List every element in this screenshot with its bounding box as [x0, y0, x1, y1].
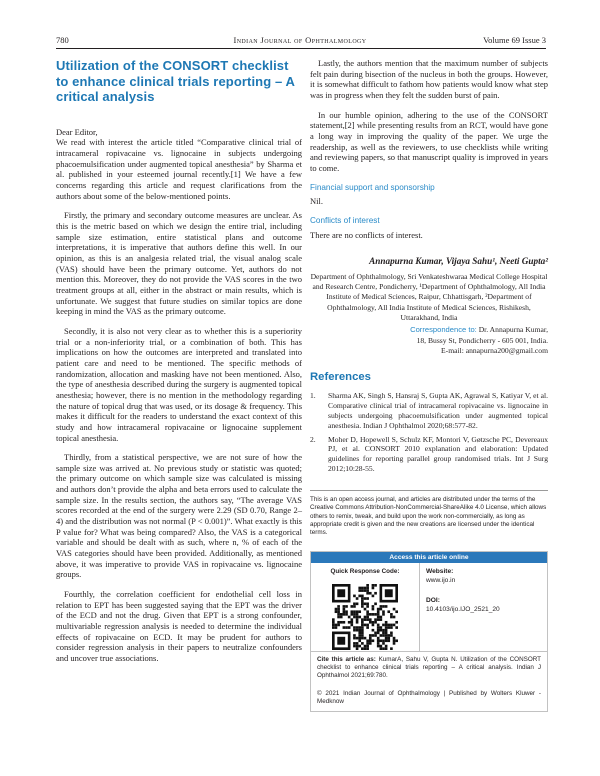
journal-name: Indian Journal of Ophthalmology [233, 35, 367, 45]
references-heading: References [310, 371, 371, 384]
doi-label: DOI: [426, 596, 440, 604]
paragraph-lastly: Lastly, the authors mention that the maximum number of subjects felt pain during bisection of the nucleus in both the groups. However, it is somewhat difficult to fathom how patients would know what step was in progress when they felt the sudden burst of pain. [310, 58, 548, 100]
citation-text: KumarA, Sahu V, Gupta N. Utilization of the CONSORT checklist to enhance clinical trials reporting – A critical analysis. Indian J Ophthalmol 2021;69:780. [317, 655, 541, 680]
correspondence [310, 325, 548, 356]
reference-item [310, 391, 548, 431]
conflicts-heading: Conflicts of interest [310, 215, 380, 225]
license-notice: This is an open access journal, and articles are distributed under the terms of the Creative Commons Attribution-NonCommercial-ShareAlike 4.0 License, which allows others to remix, tweak, and build upon the work non-commercially, as long as appropriate credit is given and the new creations are licensed under the identical terms. [310, 496, 547, 537]
correspondence-email[interactable]: E-mail: annapurna200@gmail.com [441, 345, 548, 355]
author-affiliations: Department of Ophthalmology, Sri Venkateshwaraa Medical College Hospital and Research Centre, Pondicherry, ¹Department of Ophthalmology, All India Institute of Medical Sciences, Raipur, Chhattisgarh, ²Department of Ophthalmology, All India Institute of Medical Sciences, Rishikesh, Uttarakhand, India [310, 271, 548, 323]
reference-number: 2. [310, 434, 316, 444]
financial-support-text: Nil. [310, 196, 323, 207]
author-list: Annapurna Kumar, Vijaya Sahu¹, Neeti Gupta² [369, 256, 548, 267]
paragraph-secondly: Secondly, it is also not very clear as to whether this is a superiority trial or a non-inferiority trial, or a combination of both. This has implications on how the outcomes are interpreted and translated into patient care and need to be mentioned. The specific methods of randomization, allocation and masking have not been mentioned. Also, the type of anesthesia described during the surgery is augmented topical anesthesia; however, there is no mention in the methodology regarding the nature of topical drug that was used, or its dosage & frequency. This makes it difficult for the readers to understand the exact context of this study and how intracameral ropivacaine or lignocaine supplement topical anesthesia. [56, 325, 302, 443]
website-label: Website: [426, 567, 454, 575]
reference-text: Sharma AK, Singh S, Hansraj S, Gupta AK, Agrawal S, Katiyar V, et al. Comparative clinical trial of intracameral ropivacaine vs. lignocaine in subjects undergoing phacoemulsification under augmented topical anesthesia. Indian J Ophthalmol 2020;68:577-82. [328, 390, 548, 430]
qr-label: Quick Response Code: [330, 567, 400, 575]
salutation: Dear Editor, [56, 126, 98, 137]
right-column [310, 58, 548, 712]
issue-info: Volume 69 Issue 3 [483, 35, 546, 45]
qr-section [311, 563, 420, 651]
correspondence-address: 18, Bussy St, Pondicherry - 605 001, India. [416, 335, 548, 345]
paragraph-firstly: Firstly, the primary and secondary outcome measures are unclear. As this is the metric based on which we design the entire trial, including sample size estimation, entire statistical plans and outcome interpretations, it is imperative that authors define this well. In our opinion, as this is an analgesia related trial, the visual analog scale (VAS) should have been the primary outcome. Yet, authors do not mention this. Moreover, they do not provide the VAS scores in the two treatment groups at all, either in the abstract or main results, which is unfortunate. We suggest that future studies on similar topics are done keeping in mind the VAS as the primary outcome. [56, 210, 302, 317]
citation-box [310, 652, 548, 712]
reference-list [310, 391, 548, 474]
access-online-box [310, 551, 548, 652]
reference-item [310, 435, 548, 475]
header-rule [56, 48, 546, 49]
paragraph-intro: We read with interest the article titled “Comparative clinical trial of intracameral ropivacaine vs. lignocaine in subjects undergoing phacoemulsification under augmented topical anesthesia” by Sharma et al. published in your esteemed journal recently.[1] We have a few concerns regarding this article and request clarifications from the authors about some of the below-mentioned points. [56, 137, 302, 201]
left-column [56, 58, 302, 673]
citation [317, 656, 541, 681]
correspondence-label: Correspondence to: [410, 325, 477, 335]
paragraph-fourthly: Fourthly, the correlation coefficient for endothelial cell loss in relation to EPT has been suggested saying that the EPT was the driver of the ECD and not the drug. Given that EPT is a strong confounder, multivariable regression analysis is needed to determine the individual effects of ropivacaine on ECD. It may be prudent for authors to consider regression analysis in their papers to neutralize confounders and uncover true associations. [56, 589, 302, 663]
page-number: 780 [56, 35, 69, 45]
financial-support-heading: Financial support and sponsorship [310, 182, 435, 192]
conflicts-text: There are no conflicts of interest. [310, 229, 423, 240]
doi-value[interactable]: 10.4103/ijo.IJO_2521_20 [426, 605, 500, 613]
copyright-notice: © 2021 Indian Journal of Ophthalmology | Published by Wolters Kluwer - Medknow [317, 689, 541, 706]
paragraph-thirdly: Thirdly, from a statistical perspective, we are not sure of how the sample size was arrived at. No previous study or statistic was quoted; the primary outcome on which sample size was calculated is missing and authors don’t provide the alpha and beta errors used to calculate the sample size. In the results section, the authors say, “The average VAS scores recorded at the end of the surgery were 2.29 (SD 0.70, Range 2–4) and the distribution was not normal (P < 0.001)”. What exactly is this P value for? What was being compared? Also, the VAS is a categorical variable and should be dealt with as such, where n, % of each of the VAS categories should have been provided. Additionally, as mentioned above, it was imperative to provide VAS in ropivacaine vs. lignocaine groups. [56, 452, 302, 580]
correspondence-name: Dr. Annapurna Kumar, [478, 325, 548, 335]
qr-code-icon[interactable] [332, 584, 398, 650]
access-banner: Access this article online [311, 552, 547, 563]
license-divider [310, 490, 548, 491]
reference-text: Moher D, Hopewell S, Schulz KF, Montori V, Gøtzsche PC, Devereaux PJ, et al. CONSORT 2010 explanation and elaboration: Updated guidelines for reporting parallel group randomised trials. Int J Surg 2012;10:28-55. [328, 434, 548, 474]
website-link[interactable]: www.ijo.in [426, 576, 456, 584]
article-title: Utilization of the CONSORT checklist to enhance clinical trials reporting – A critical analysis [56, 58, 295, 105]
citation-label: Cite this article as: [317, 655, 376, 663]
reference-number: 1. [310, 390, 316, 400]
paragraph-conclusion: In our humble opinion, adhering to the use of the CONSORT statement,[2] while presenting results from an RCT, would have gone a long way in improving the quality of the paper. We urge the readership, as well as the reviewers, to use checklists while writing and reviewing papers, so that manuscript quality is improved in years to come. [310, 109, 548, 173]
access-content [311, 563, 547, 651]
access-info [420, 563, 547, 651]
